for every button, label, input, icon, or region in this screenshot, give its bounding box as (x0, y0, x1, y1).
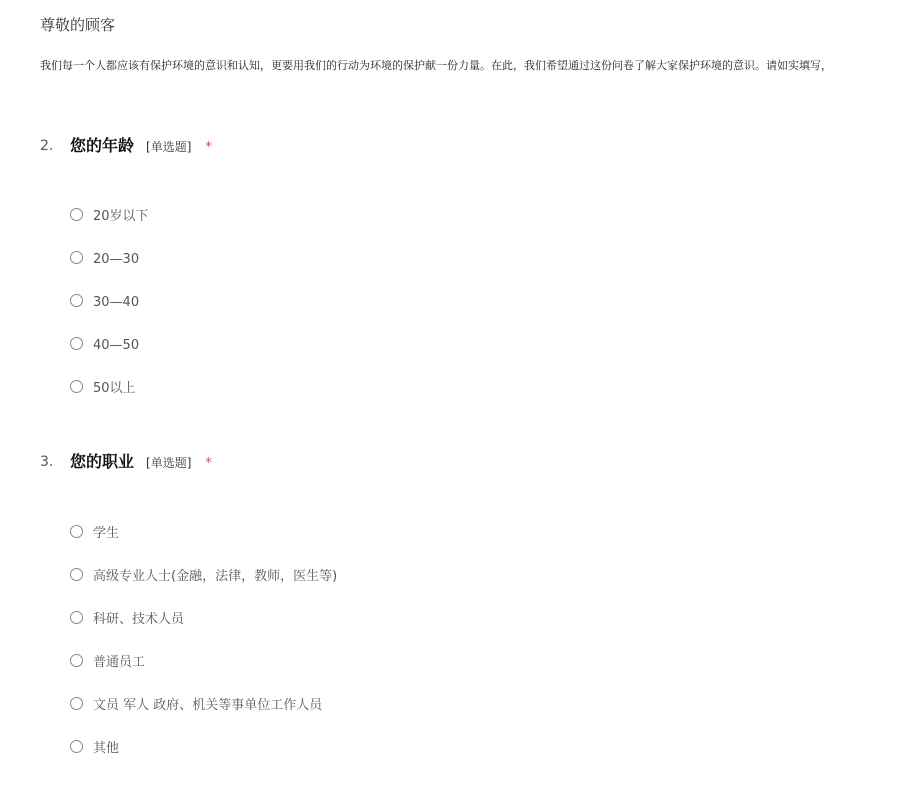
radio-unchecked-icon[interactable] (70, 740, 83, 753)
radio-unchecked-icon[interactable] (70, 337, 83, 350)
radio-unchecked-icon[interactable] (70, 697, 83, 710)
question-number: 3. (40, 454, 54, 470)
option-label[interactable]: 学生 (93, 526, 120, 541)
option-label[interactable]: 普通员工 (93, 655, 146, 670)
survey-greeting: 尊敬的顾客 (40, 16, 116, 34)
radio-unchecked-icon[interactable] (70, 294, 83, 307)
question-type: [单选题] (146, 456, 192, 470)
option-label[interactable]: 20岁以下 (93, 209, 149, 224)
option-label[interactable]: 科研、技术人员 (93, 612, 185, 627)
survey-intro: 我们每一个人都应该有保护环境的意识和认知，更要用我们的行动为环境的保护献一份力量。在此，我们希望通过这份问卷了解大家保护环境的意识。请如实填写， (40, 59, 832, 72)
question-age (40, 133, 900, 396)
question-title (70, 133, 212, 161)
question-title-text: 您的年龄 (70, 136, 135, 155)
option-label[interactable]: 50以上 (93, 381, 136, 396)
required-mark: * (205, 456, 212, 471)
option-label[interactable]: 30—40 (93, 295, 140, 310)
question-header (40, 449, 900, 475)
question-title-text: 您的职业 (70, 452, 135, 471)
question-type: [单选题] (146, 140, 192, 154)
question-header (40, 133, 900, 159)
question-number: 2. (40, 138, 54, 154)
option-label[interactable]: 高级专业人士(金融，法律，教师，医生等) (93, 569, 338, 584)
radio-unchecked-icon[interactable] (70, 251, 83, 264)
option-label[interactable]: 40—50 (93, 338, 140, 353)
question-title (70, 449, 212, 477)
radio-unchecked-icon[interactable] (70, 208, 83, 221)
option-label[interactable]: 其他 (93, 741, 120, 756)
radio-unchecked-icon[interactable] (70, 568, 83, 581)
radio-unchecked-icon[interactable] (70, 525, 83, 538)
radio-unchecked-icon[interactable] (70, 611, 83, 624)
option-label[interactable]: 文员 军人 政府、机关等事单位工作人员 (93, 698, 323, 713)
radio-unchecked-icon[interactable] (70, 380, 83, 393)
radio-unchecked-icon[interactable] (70, 654, 83, 667)
required-mark: * (205, 140, 212, 155)
option-label[interactable]: 20—30 (93, 252, 140, 267)
question-occupation (40, 449, 900, 756)
